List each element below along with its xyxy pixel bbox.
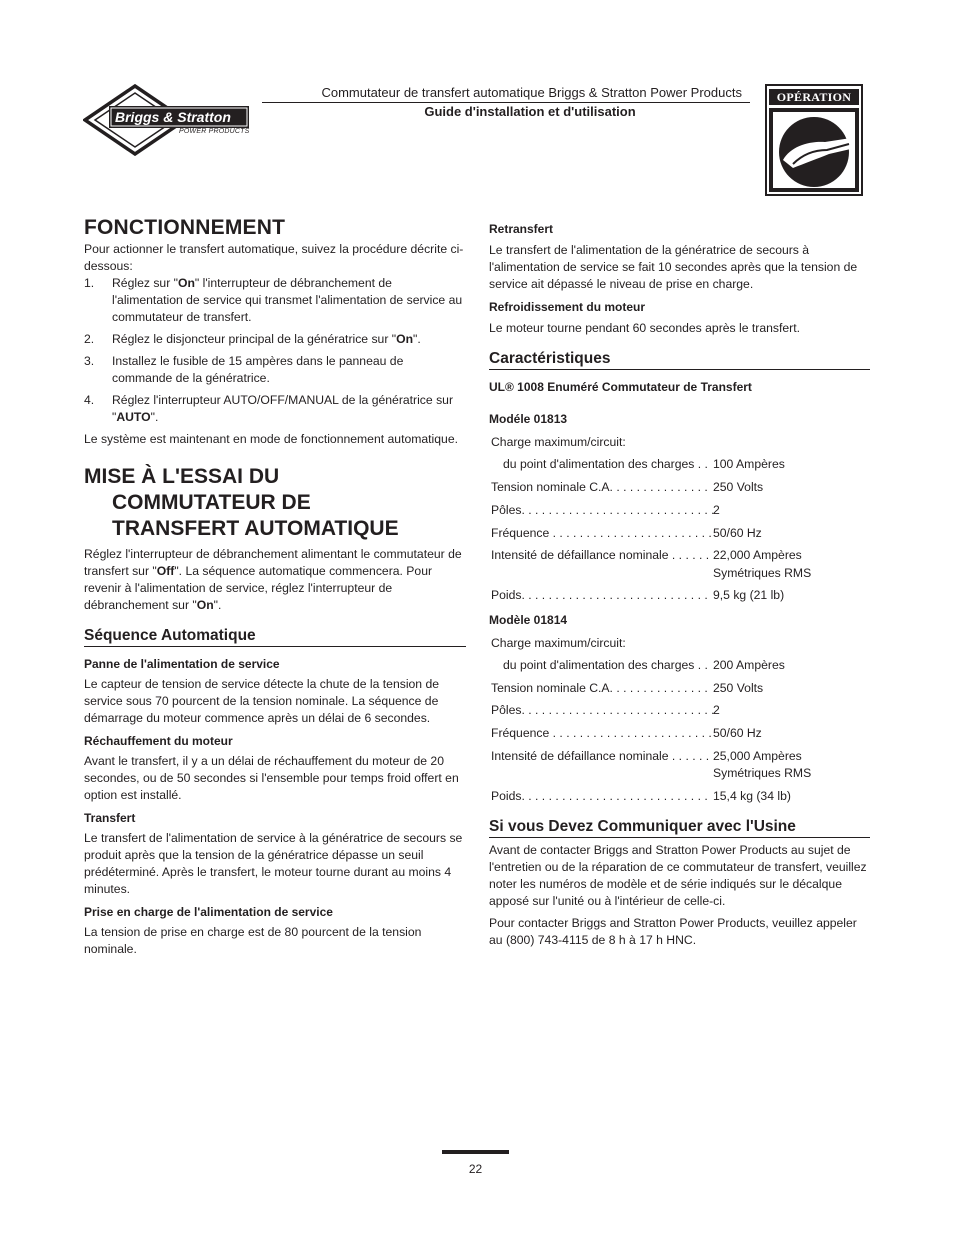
list-item: 3. Installez le fusible de 15 ampères dans le panneau de commande de la génératrice.	[84, 354, 404, 385]
doc-subtitle: Guide d'installation et d'utilisation	[424, 104, 636, 119]
section-title-fonctionnement: FONCTIONNEMENT	[84, 216, 286, 239]
logo-wordmark: Briggs & Stratton	[115, 109, 231, 125]
spec-value: Symétriques RMS	[713, 766, 812, 780]
spec-label: du point d'alimentation des charges . .	[503, 457, 708, 471]
text-panne: Le capteur de tension de service détecte la chute de la tension de service sous 70 pourcent de la tension nominale. La séquence de démarrage du moteur commence après un délai de 6 secondes.	[84, 677, 440, 725]
spec-label: Charge maximum/circuit:	[491, 636, 626, 650]
spec-label: Pôles. . . . . . . . . . . . . . . . . . . . . . . . . . . . .	[491, 703, 715, 717]
spec-label: Tension nominale C.A. . . . . . . . . . . . . . .	[491, 480, 708, 494]
footer-bar	[442, 1150, 509, 1154]
spec-label: Poids. . . . . . . . . . . . . . . . . . . . . . . . . . . .	[491, 789, 708, 803]
spec-label: Poids. . . . . . . . . . . . . . . . . . . . . . . . . . . .	[491, 588, 708, 602]
hand-switch-icon	[769, 108, 859, 192]
model-name: Modèle 01814	[489, 613, 568, 627]
doc-title: Commutateur de transfert automatique Briggs & Stratton Power Products	[321, 85, 742, 100]
spec-value: 50/60 Hz	[713, 526, 762, 540]
test-text: Réglez l'interrupteur de débranchement alimentant le commutateur de transfert sur "Off". La séquence automatique commencera. Pour revenir à l'alimentation de service, réglez l'interrupteur de débranchement sur "On".	[84, 547, 462, 612]
text-refroidissement: Le moteur tourne pendant 60 secondes après le transfert.	[489, 321, 800, 335]
header-rule	[262, 102, 750, 103]
text-prise-en-charge: La tension de prise en charge est de 80 pourcent de la tension nominale.	[84, 925, 422, 956]
text-rechauffement: Avant le transfert, il y a un délai de réchauffement du moteur de 20 secondes, ou de 50 secondes si l'ensemble pour temps froid offert en option est installé.	[84, 754, 459, 802]
subhead-prise-en-charge: Prise en charge de l'alimentation de service	[84, 905, 333, 919]
operation-tab	[765, 84, 863, 196]
list-item: 1. Réglez sur "On" l'interrupteur de débranchement de l'alimentation de service qui transmet l'alimentation de service au commutateur de transfert.	[84, 276, 463, 324]
spec-label: Fréquence . . . . . . . . . . . . . . . . . . . . . . . .	[491, 726, 712, 740]
subhead-transfert: Transfert	[84, 811, 136, 825]
subhead-panne: Panne de l'alimentation de service	[84, 657, 280, 671]
spec-value: 2	[713, 503, 720, 517]
spec-value: 9,5 kg (21 lb)	[713, 588, 785, 602]
logo-subtitle: POWER PRODUCTS	[179, 128, 250, 135]
section-title-caracteristiques: Caractéristiques	[489, 350, 870, 370]
spec-value: Symétriques RMS	[713, 566, 812, 580]
spec-value: 200 Ampères	[713, 658, 785, 672]
spec-label: Charge maximum/circuit:	[491, 435, 626, 449]
list-item: 2. Réglez le disjoncteur principal de la génératrice sur "On".	[84, 332, 421, 346]
spec-label: Tension nominale C.A. . . . . . . . . . . . . . .	[491, 681, 708, 695]
section-title-sequence: Séquence Automatique	[84, 627, 466, 647]
right-column	[489, 221, 870, 396]
page-number: 22	[468, 1162, 483, 1176]
spec-label: Pôles. . . . . . . . . . . . . . . . . . . . . . . . . . . . .	[491, 503, 715, 517]
spec-label: du point d'alimentation des charges . .	[503, 658, 708, 672]
spec-value: 15,4 kg (34 lb)	[713, 789, 791, 803]
intro-text: Pour actionner le transfert automatique, suivez la procédure décrite ci-dessous:	[84, 242, 464, 273]
subhead-rechauffement: Réchauffement du moteur	[84, 734, 233, 748]
spec-value: 2	[713, 703, 720, 717]
subhead-refroidissement: Refroidissement du moteur	[489, 300, 646, 314]
left-column	[84, 216, 466, 958]
contact-text-2: Pour contacter Briggs and Stratton Power Products, veuillez appeler au (800) 743-4115 de 8 h à 17 h HNC.	[489, 916, 857, 947]
spec-value: 250 Volts	[713, 681, 764, 695]
contact-text-1: Avant de contacter Briggs and Stratton Power Products au sujet de l'entretien ou de la réparation de ce commutateur de transfert, veuillez noter les numéros de modèle et de série indiqués sur le décalque apposé sur l'unité ou à l'intérieur de celle-ci.	[489, 843, 867, 908]
section-title-contact: Si vous Devez Communiquer avec l'Usine	[489, 818, 870, 838]
spec-label: Fréquence . . . . . . . . . . . . . . . . . . . . . . . .	[491, 526, 712, 540]
spec-label: Intensité de défaillance nominale . . . . . .	[491, 548, 710, 562]
contact-section	[489, 818, 870, 949]
spec-value: 100 Ampères	[713, 457, 785, 471]
spec-value: 22,000 Ampères	[713, 548, 802, 562]
section-title-test: MISE À L'ESSAI DU COMMUTATEUR DE TRANSFERT AUTOMATIQUE	[84, 465, 399, 540]
operation-tab-label: OPÉRATION	[769, 89, 859, 105]
text-transfert: Le transfert de l'alimentation de service à la génératrice de secours se produit après que la tension de la génératrice dépasse un seuil prédéterminé. Après le transfert, le moteur tourne durant au moins 4 minutes.	[84, 831, 463, 896]
ul-listing: UL® 1008 Enuméré Commutateur de Transfert	[489, 380, 752, 394]
text-retransfert: Le transfert de l'alimentation de la génératrice de secours à l'alimentation de service se fait 10 secondes après que la tension de service ait dépassé le niveau de prise en charge.	[489, 243, 858, 291]
spec-value: 250 Volts	[713, 480, 764, 494]
spec-value: 50/60 Hz	[713, 726, 762, 740]
subhead-retransfert: Retransfert	[489, 222, 554, 236]
spec-value: 25,000 Ampères	[713, 749, 802, 763]
list-item: 4. Réglez l'interrupteur AUTO/OFF/MANUAL de la génératrice sur "AUTO".	[84, 393, 453, 424]
model-name: Modéle 01813	[489, 412, 568, 426]
mode-text: Le système est maintenant en mode de fonctionnement automatique.	[84, 432, 458, 446]
spec-label: Intensité de défaillance nominale . . . . . .	[491, 749, 710, 763]
brand-logo	[83, 84, 255, 156]
